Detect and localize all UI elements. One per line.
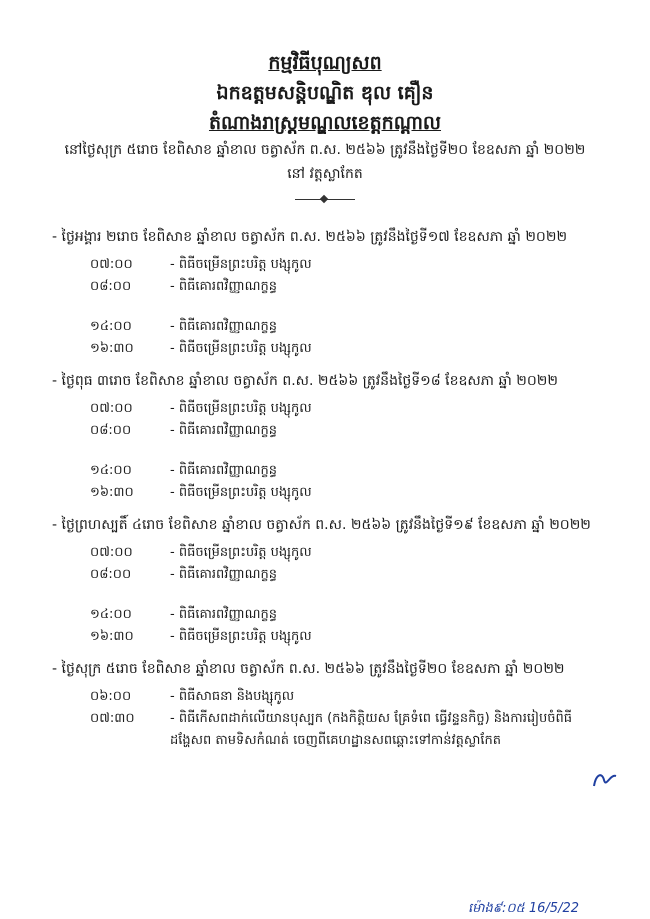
event-desc: - ពិធីគោរពវិញ្ញាណក្ខន្ធ — [170, 279, 277, 294]
event-desc: - ពិធីចម្រើនព្រះបរិត្ត បង្សុកូល — [170, 257, 312, 272]
day-header: - ថ្ងៃពុធ ៣រោច ខែពិសាខ ឆ្នាំខាល ចត្វាស័ក ព.ស. ២៥៦៦ ត្រូវនឹងថ្ងៃទី១៨ ខែឧសភា ឆ្នាំ ២០២២ — [52, 373, 558, 389]
event-time: ០៧:០០ — [90, 401, 133, 416]
event-desc: - ពិធីចម្រើនព្រះបរិត្ត បង្សុកូល — [170, 629, 312, 644]
ornament-divider — [295, 194, 355, 206]
event-row — [0, 398, 650, 420]
event-time: ០៨:០០ — [90, 423, 132, 438]
event-time: ១៦:៣០ — [90, 485, 134, 500]
event-row — [0, 276, 650, 298]
day-section — [0, 514, 650, 648]
event-row — [0, 460, 650, 482]
event-desc: - ពិធីគោរពវិញ្ញាណក្ខន្ធ — [170, 463, 277, 478]
event-time: ០៦:០០ — [90, 689, 132, 704]
day-section — [0, 370, 650, 504]
event-desc: - ពិធីគោរពវិញ្ញាណក្ខន្ធ — [170, 319, 277, 334]
signature-mark — [590, 768, 620, 792]
event-row — [0, 626, 650, 648]
event-row — [0, 482, 650, 504]
document-header — [0, 0, 650, 206]
event-desc: - ពិធីចម្រើនព្រះបរិត្ត បង្សុកូល — [170, 401, 312, 416]
day-header: - ថ្ងៃព្រហស្បតិ៍ ៤រោច ខែពិសាខ ឆ្នាំខាល ចត្វាស័ក ព.ស. ២៥៦៦ ត្រូវនឹងថ្ងៃទី១៩ ខែឧសភា ឆ្នាំ ២០២២ — [52, 517, 591, 533]
event-row — [0, 420, 650, 442]
day-header: - ថ្ងៃសុក្រ ៥រោច ខែពិសាខ ឆ្នាំខាល ចត្វាស័ក ព.ស. ២៥៦៦ ត្រូវនឹងថ្ងៃទី២០ ខែឧសភា ឆ្នាំ ២០២២ — [52, 661, 565, 677]
event-desc: - ពិធីចម្រើនព្រះបរិត្ត បង្សុកូល — [170, 341, 312, 356]
day-section — [0, 658, 650, 752]
event-desc: - ពិធីគោរពវិញ្ញាណក្ខន្ធ — [170, 607, 277, 622]
event-row — [0, 604, 650, 626]
event-desc: - ពិធីសាធនា និងបង្សុកូល — [170, 689, 295, 704]
event-time: ១៤:០០ — [90, 607, 132, 622]
schedule — [0, 226, 650, 762]
day-section — [0, 226, 650, 360]
event-desc: - ពិធីចម្រើនព្រះបរិត្ត បង្សុកូល — [170, 485, 312, 500]
event-row — [0, 542, 650, 564]
event-row — [0, 708, 650, 752]
event-time: ១៦:៣០ — [90, 629, 134, 644]
title-deceased-name: ឯកឧត្តមសន្តិបណ្ឌិត ឌុល គឿន — [216, 82, 434, 104]
event-time: ១៤:០០ — [90, 463, 132, 478]
event-time: ០៨:០០ — [90, 567, 132, 582]
event-desc: - ពិធីកេីសពដាក់លើយានបុស្បក (កងកិត្តិយស គ្រែទំពេ ធ្វើវន្ទនកិច្ច) និងការរៀបចំពិធីដង្ហែសព តាមទិសកំណត់ ចេញពីគេហដ្ឋានសពឆ្ពោះទៅកាន់វត្តស្លាកែត — [170, 711, 572, 748]
event-time: ០៨:០០ — [90, 279, 132, 294]
event-row — [0, 254, 650, 276]
event-desc: - ពិធីគោរពវិញ្ញាណក្ខន្ធ — [170, 423, 277, 438]
event-row — [0, 564, 650, 586]
event-desc: - ពិធីគោរពវិញ្ញាណក្ខន្ធ — [170, 567, 277, 582]
event-time: ១៦:៣០ — [90, 341, 134, 356]
event-time: ១៤:០០ — [90, 319, 132, 334]
handwritten-timestamp: ម៉ោង៩:០៥ 16/5/22 — [468, 901, 579, 916]
date-line: នៅថ្ងៃសុក្រ ៥រោច ខែពិសាខ ឆ្នាំខាល ចត្វាស័ក ព.ស. ២៥៦៦ ត្រូវនឹងថ្ងៃទី២០ ខែឧសភា ឆ្នាំ ២០២២ — [64, 142, 586, 158]
event-row — [0, 686, 650, 708]
event-row — [0, 316, 650, 338]
title-funeral-program: កម្មវិធីបុណ្យសព — [268, 52, 382, 74]
event-time: ០៧:០០ — [90, 257, 133, 272]
event-row — [0, 338, 650, 360]
event-time: ០៧:៣០ — [90, 711, 135, 726]
event-time: ០៧:០០ — [90, 545, 133, 560]
day-header: - ថ្ងៃអង្គារ ២រោច ខែពិសាខ ឆ្នាំខាល ចត្វាស័ក ព.ស. ២៥៦៦ ត្រូវនឹងថ្ងៃទី១៧ ខែឧសភា ឆ្នាំ ២០២២ — [52, 229, 568, 245]
title-deceased-position: តំណាងរាស្ត្រមណ្ឌលខេត្តកណ្ដាល — [208, 112, 442, 134]
event-desc: - ពិធីចម្រើនព្រះបរិត្ត បង្សុកូល — [170, 545, 312, 560]
place-line: នៅ វត្តស្លាកែត — [287, 166, 363, 182]
